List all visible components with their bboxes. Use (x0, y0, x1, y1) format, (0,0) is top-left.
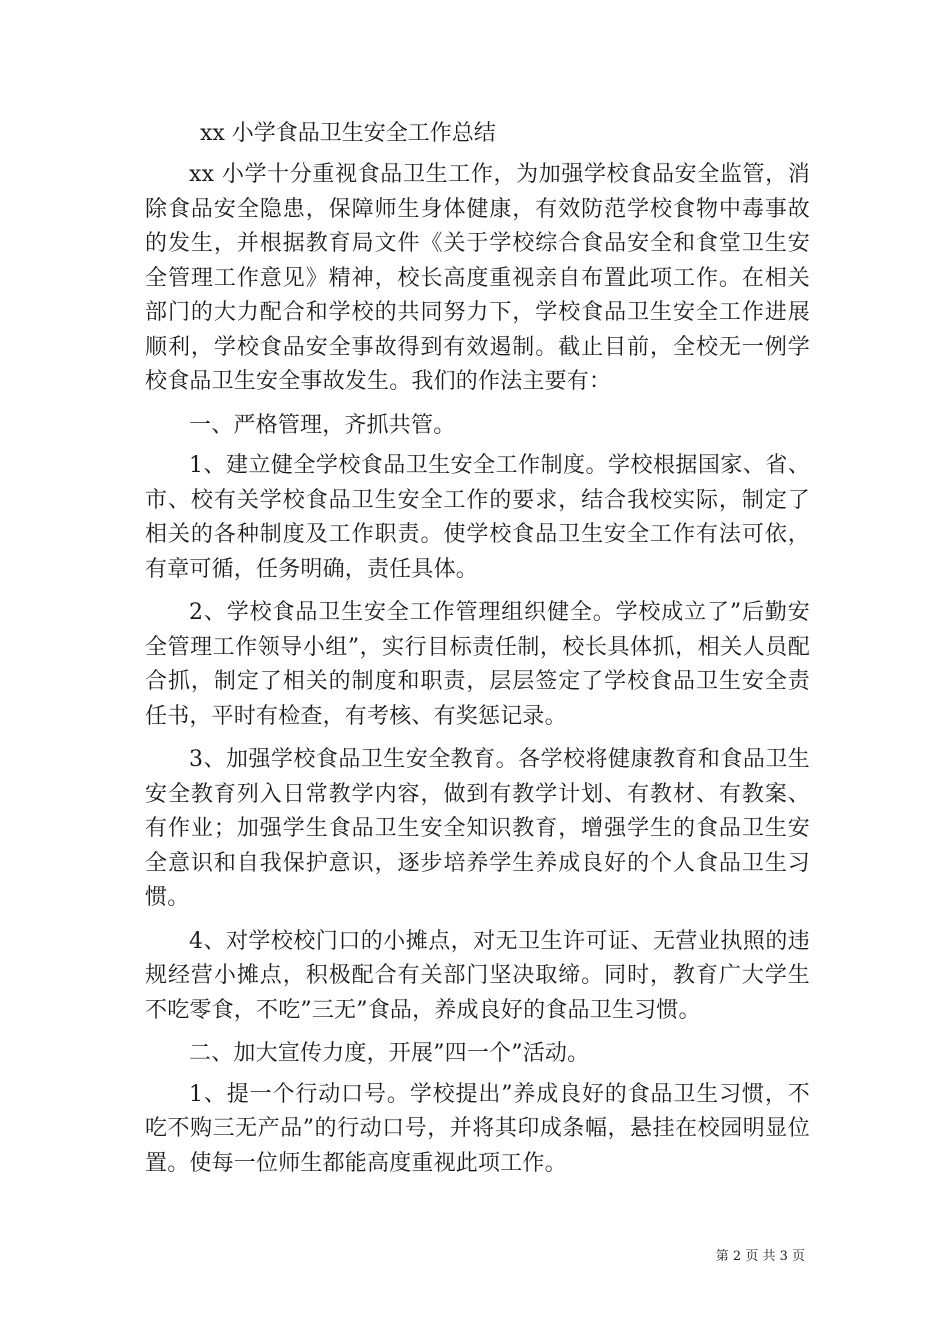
document-body (145, 120, 810, 1190)
document-title: xx 小学食品卫生安全工作总结 (200, 121, 496, 146)
paragraph-1-4: 4、对学校校门口的小摊点，对无卫生许可证、无营业执照的违规经营小摊点，积极配合有关部门坚决取缔。同时，教育广大学生不吃零食，不吃”三无”食品，养成良好的食品卫生习惯。 (145, 928, 810, 1023)
page-number: 第 2 页 共 3 页 (715, 1249, 805, 1264)
section-heading-1: 一、严格管理，齐抓共管。 (189, 412, 456, 438)
paragraph-intro: xx 小学十分重视食品卫生工作，为加强学校食品安全监管，消除食品安全隐患，保障师生身体健康，有效防范学校食物中毒事故的发生，并根据教育局文件《关于学校综合食品安全和食堂卫生安全管理工作意见》精神，校长高度重视亲自布置此项工作。在相关部门的大力配合和学校的共同努力下，学校食品卫生安全工作进展顺利，学校食品安全事故得到有效遏制。截止目前，全校无一例学校食品卫生安全事故发生。我们的作法主要有： (145, 162, 810, 394)
paragraph-1-3: 3、加强学校食品卫生安全教育。各学校将健康教育和食品卫生安全教育列入日常教学内容，做到有教学计划、有教材、有教案、有作业；加强学生食品卫生安全知识教育，增强学生的食品卫生安全意识和自我保护意识，逐步培养学生养成良好的个人食品卫生习惯。 (145, 747, 810, 910)
paragraph-2-1: 1、提一个行动口号。学校提出”养成良好的食品卫生习惯，不吃不购三无产品”的行动口号，并将其印成条幅，悬挂在校园明显位置。使每一位师生都能高度重视此项工作。 (145, 1081, 810, 1176)
section-heading-2: 二、加大宣传力度，开展”四一个”活动。 (189, 1041, 590, 1066)
paragraph-1-1: 1、建立健全学校食品卫生安全工作制度。学校根据国家、省、市、校有关学校食品卫生安全工作的要求，结合我校实际，制定了相关的各种制度及工作职责。使学校食品卫生安全工作有法可依，有章可循，任务明确，责任具体。 (145, 453, 810, 582)
paragraph-1-2: 2、学校食品卫生安全工作管理组织健全。学校成立了”后勤安全管理工作领导小组”，实行目标责任制，校长具体抓，相关人员配合抓，制定了相关的制度和职责，层层签定了学校食品卫生安全责任书，平时有检查，有考核、有奖惩记录。 (145, 600, 810, 729)
